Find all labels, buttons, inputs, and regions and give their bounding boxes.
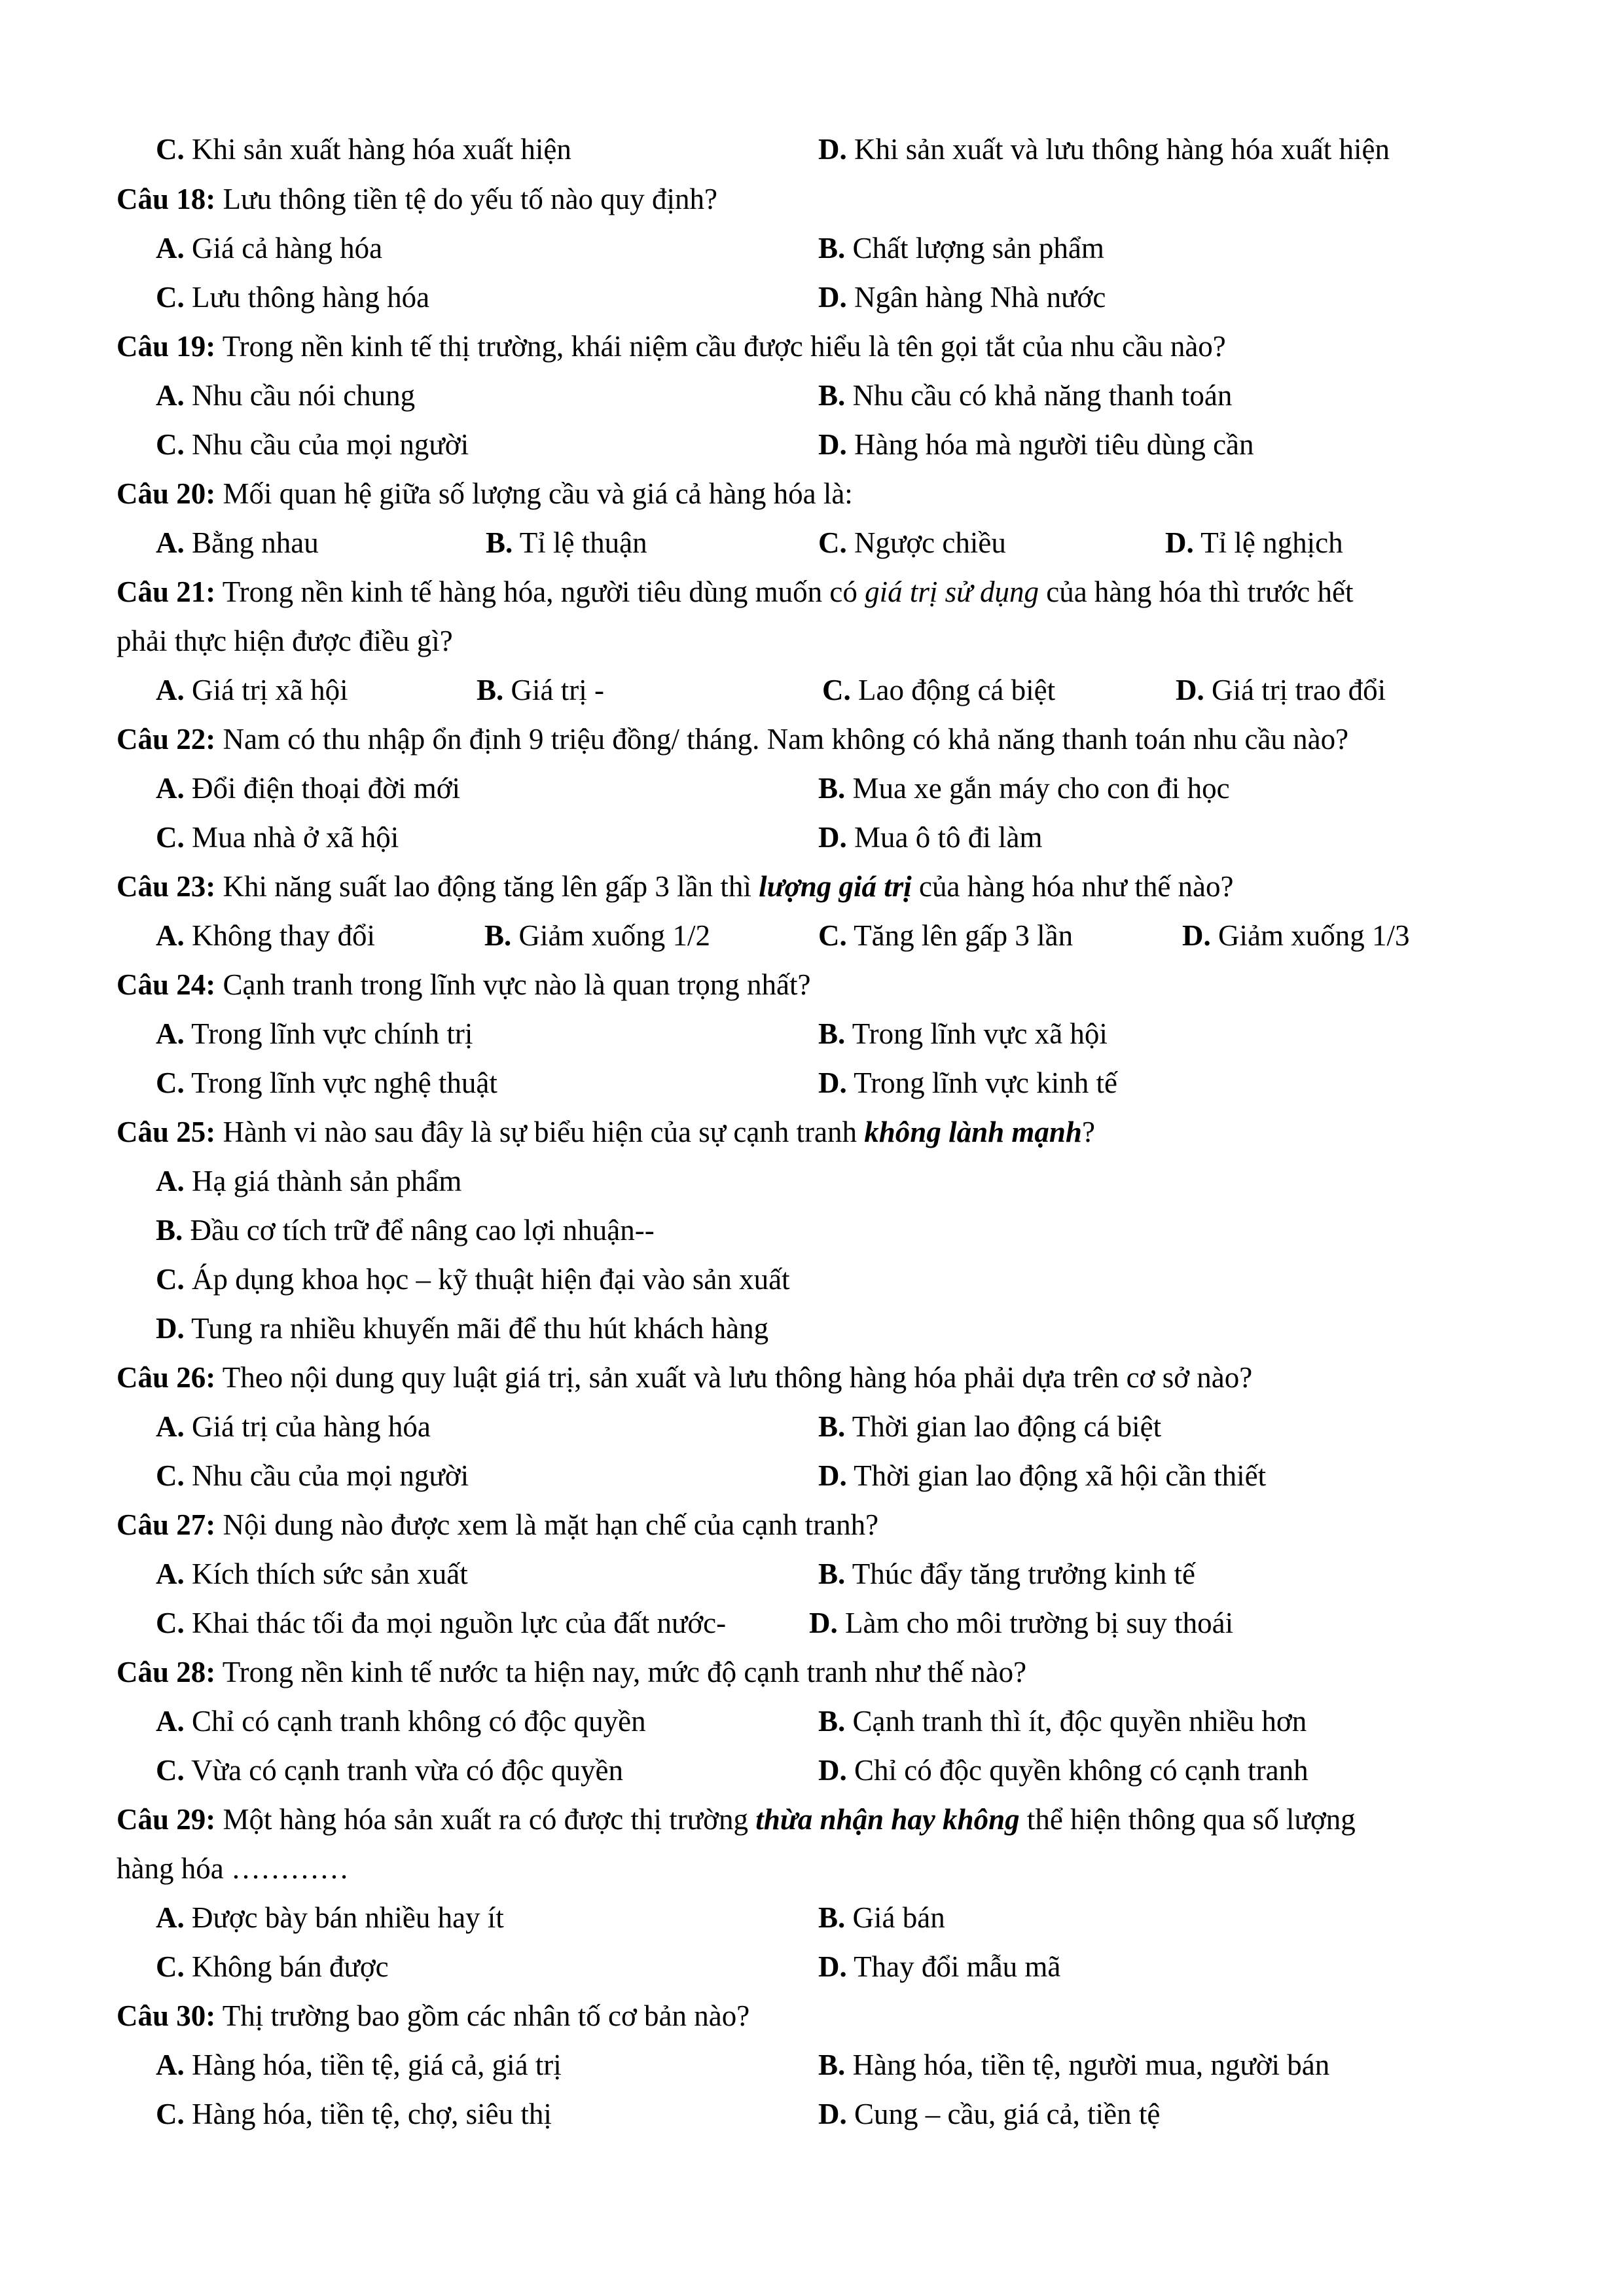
q19-option-a[interactable] <box>156 377 415 414</box>
option-text: Hàng hóa, tiền tệ, chợ, siêu thị <box>184 2098 552 2130</box>
question-text: thể hiện thông qua số lượng <box>1019 1803 1356 1836</box>
option-letter: B. <box>156 1214 183 1247</box>
option-text: Giá trị - <box>503 674 604 706</box>
option-letter: B. <box>477 674 504 706</box>
option-letter: C. <box>156 2098 185 2130</box>
question-21 <box>117 574 1354 610</box>
option-text: Khi sản xuất hàng hóa xuất hiện <box>184 133 571 166</box>
option-letter: B. <box>484 919 512 952</box>
option-letter: A. <box>156 526 185 559</box>
q28-option-d[interactable] <box>818 1752 1308 1789</box>
question-text: của hàng hóa thì trước hết <box>1038 575 1354 608</box>
question-30 <box>117 1997 749 2034</box>
option-letter: D. <box>1165 526 1194 559</box>
option-letter: A. <box>156 1165 185 1197</box>
option-letter: B. <box>818 1410 846 1443</box>
option-letter: A. <box>156 1558 185 1590</box>
q25-option-d[interactable] <box>156 1310 768 1347</box>
question-emphasis: lượng giá trị <box>759 870 912 903</box>
q30-option-b[interactable] <box>818 2047 1329 2083</box>
q25-option-a[interactable] <box>156 1163 461 1199</box>
question-number: Câu 27: <box>117 1508 216 1541</box>
question-number: Câu 20: <box>117 477 216 510</box>
q26-option-c[interactable] <box>156 1457 469 1494</box>
q28-option-c[interactable] <box>156 1752 623 1789</box>
option-text: Được bày bán nhiều hay ít <box>184 1901 504 1934</box>
q28-option-a[interactable] <box>156 1703 646 1740</box>
option-text: Khai thác tối đa mọi nguồn lực của đất nước- <box>184 1607 727 1639</box>
option-letter: D. <box>818 2098 847 2130</box>
q28-option-b[interactable] <box>818 1703 1307 1740</box>
option-text: Trong lĩnh vực kinh tế <box>846 1066 1117 1099</box>
option-text: Mua xe gắn máy cho con đi học <box>845 772 1230 805</box>
question-26 <box>117 1359 1252 1396</box>
q25-option-b[interactable] <box>156 1212 655 1248</box>
option-letter: C. <box>818 526 847 559</box>
option-letter: C. <box>156 1263 185 1296</box>
option-text: Nhu cầu có khả năng thanh toán <box>845 379 1233 412</box>
question-text: Cạnh tranh trong lĩnh vực nào là quan trọng nhất? <box>215 968 811 1001</box>
question-text: hàng hóa ………… <box>117 1852 349 1885</box>
option-letter: C. <box>156 1066 185 1099</box>
option-text: Tỉ lệ thuận <box>513 526 647 559</box>
question-text: Một hàng hóa sản xuất ra có được thị trường <box>215 1803 756 1836</box>
question-text: Nội dung nào được xem là mặt hạn chế của cạnh tranh? <box>215 1508 879 1541</box>
q22-option-c[interactable] <box>156 819 399 856</box>
option-text: Tỉ lệ nghịch <box>1193 526 1343 559</box>
q18-option-c[interactable] <box>156 279 429 316</box>
option-letter: D. <box>818 1950 847 1983</box>
option-letter: A. <box>156 2049 185 2081</box>
option-text: Mua ô tô đi làm <box>846 821 1043 854</box>
option-letter: C. <box>156 1459 185 1492</box>
option-letter: D. <box>1176 674 1204 706</box>
question-text: Lưu thông tiền tệ do yếu tố nào quy định? <box>215 183 718 215</box>
q29-option-b[interactable] <box>818 1899 945 1936</box>
option-letter: A. <box>156 1901 185 1934</box>
q20-option-a[interactable] <box>156 524 319 561</box>
q21-option-d[interactable] <box>1176 672 1386 708</box>
option-text: Chỉ có độc quyền không có cạnh tranh <box>846 1754 1308 1787</box>
q29-option-c[interactable] <box>156 1948 389 1985</box>
q26-option-b[interactable] <box>818 1408 1161 1445</box>
q20-option-c[interactable] <box>818 524 1006 561</box>
option-text: Thúc đẩy tăng trưởng kinh tế <box>845 1558 1196 1590</box>
q24-option-c[interactable] <box>156 1065 497 1101</box>
option-text: Nhu cầu nói chung <box>184 379 416 412</box>
question-27 <box>117 1506 878 1543</box>
q18-option-d[interactable] <box>818 279 1106 316</box>
option-letter: D. <box>809 1607 838 1639</box>
option-text: Thay đổi mẫu mã <box>846 1950 1061 1983</box>
option-letter: B. <box>818 1705 846 1738</box>
q19-option-c[interactable] <box>156 426 469 463</box>
option-letter: D. <box>1182 919 1211 952</box>
option-text: Giá trị trao đổi <box>1204 674 1386 706</box>
question-text: phải thực hiện được điều gì? <box>117 625 453 657</box>
q21-option-a[interactable] <box>156 672 348 708</box>
question-18 <box>117 181 717 217</box>
q27-option-a[interactable] <box>156 1556 468 1592</box>
option-text: Lưu thông hàng hóa <box>184 281 430 314</box>
option-letter: A. <box>156 674 185 706</box>
option-letter: C. <box>822 674 851 706</box>
option-letter: C. <box>156 133 185 166</box>
option-text: Trong lĩnh vực chính trị <box>184 1017 473 1050</box>
option-text: Đầu cơ tích trữ để nâng cao lợi nhuận-- <box>183 1214 655 1247</box>
q30-option-d[interactable] <box>818 2096 1160 2132</box>
question-19 <box>117 328 1226 365</box>
q26-option-d[interactable] <box>818 1457 1266 1494</box>
option-letter: D. <box>818 821 847 854</box>
question-text: Hành vi nào sau đây là sự biểu hiện của sự cạnh tranh <box>215 1116 865 1148</box>
q25-option-c[interactable] <box>156 1261 790 1298</box>
option-letter: C. <box>156 1950 185 1983</box>
option-text: Hàng hóa, tiền tệ, giá cả, giá trị <box>184 2049 562 2081</box>
q24-option-a[interactable] <box>156 1015 473 1052</box>
question-text: Trong nền kinh tế nước ta hiện nay, mức độ cạnh tranh như thế nào? <box>215 1656 1027 1688</box>
option-text: Tăng lên gấp 3 lần <box>846 919 1074 952</box>
question-text: Nam có thu nhập ổn định 9 triệu đồng/ tháng. Nam không có khả năng thanh toán nhu cầu nào? <box>215 723 1349 756</box>
option-letter: C. <box>156 1607 185 1639</box>
option-letter: A. <box>156 1410 185 1443</box>
q18-option-a[interactable] <box>156 230 382 266</box>
q26-option-a[interactable] <box>156 1408 431 1445</box>
option-letter: D. <box>156 1312 185 1345</box>
option-text: Hàng hóa mà người tiêu dùng cần <box>846 428 1254 461</box>
q23-option-b[interactable] <box>484 917 710 954</box>
option-letter: A. <box>156 1017 185 1050</box>
question-number: Câu 19: <box>117 330 216 363</box>
option-letter: A. <box>156 379 185 412</box>
question-number: Câu 28: <box>117 1656 216 1688</box>
question-text: Trong nền kinh tế thị trường, khái niệm cầu được hiểu là tên gọi tắt của nhu cầu nào? <box>215 330 1226 363</box>
question-22 <box>117 721 1348 757</box>
q27-option-b[interactable] <box>818 1556 1195 1592</box>
option-letter: D. <box>818 133 847 166</box>
option-text: Bằng nhau <box>184 526 319 559</box>
option-text: Ngược chiều <box>846 526 1006 559</box>
q18-option-b[interactable] <box>818 230 1104 266</box>
option-text: Mua nhà ở xã hội <box>184 821 399 854</box>
question-28 <box>117 1654 1026 1690</box>
q17-option-c[interactable] <box>156 131 571 168</box>
option-text: Kích thích sức sản xuất <box>184 1558 468 1590</box>
question-number: Câu 26: <box>117 1361 216 1394</box>
q19-option-b[interactable] <box>818 377 1232 414</box>
q29-option-a[interactable] <box>156 1899 504 1936</box>
option-text: Vừa có cạnh tranh vừa có độc quyền <box>184 1754 623 1787</box>
question-text: Khi năng suất lao động tăng lên gấp 3 lần thì <box>215 870 759 903</box>
option-text: Giá trị xã hội <box>184 674 348 706</box>
question-20 <box>117 475 853 512</box>
option-text: Thời gian lao động cá biệt <box>845 1410 1162 1443</box>
option-letter: D. <box>818 281 847 314</box>
option-letter: A. <box>156 919 185 952</box>
q19-option-d[interactable] <box>818 426 1254 463</box>
option-text: Cạnh tranh thì ít, độc quyền nhiều hơn <box>845 1705 1307 1738</box>
option-letter: C. <box>818 919 847 952</box>
option-text: Làm cho môi trường bị suy thoái <box>837 1607 1234 1639</box>
option-letter: B. <box>818 1901 846 1934</box>
q30-option-a[interactable] <box>156 2047 562 2083</box>
option-text: Trong lĩnh vực nghệ thuật <box>184 1066 497 1099</box>
option-letter: A. <box>156 1705 185 1738</box>
question-25 <box>117 1114 1095 1150</box>
option-text: Giá bán <box>845 1901 945 1934</box>
option-text: Thời gian lao động xã hội cần thiết <box>846 1459 1267 1492</box>
q22-option-d[interactable] <box>818 819 1042 856</box>
option-letter: B. <box>818 1558 846 1590</box>
option-text: Ngân hàng Nhà nước <box>846 281 1106 314</box>
option-text: Giá cả hàng hóa <box>184 232 383 264</box>
question-29-cont <box>117 1850 349 1887</box>
option-letter: B. <box>818 1017 846 1050</box>
option-letter: B. <box>486 526 513 559</box>
option-letter: C. <box>156 281 185 314</box>
option-text: Nhu cầu của mọi người <box>184 1459 469 1492</box>
q24-option-b[interactable] <box>818 1015 1108 1052</box>
question-number: Câu 23: <box>117 870 216 903</box>
option-text: Tung ra nhiều khuyến mãi để thu hút khách hàng <box>184 1312 769 1345</box>
option-text: Không bán được <box>184 1950 389 1983</box>
option-letter: D. <box>818 1754 847 1787</box>
question-23 <box>117 868 1234 905</box>
question-number: Câu 22: <box>117 723 216 756</box>
option-text: Nhu cầu của mọi người <box>184 428 469 461</box>
question-text: Theo nội dung quy luật giá trị, sản xuất và lưu thông hàng hóa phải dựa trên cơ sở nào? <box>215 1361 1253 1394</box>
option-letter: B. <box>818 2049 846 2081</box>
option-letter: B. <box>818 379 846 412</box>
option-text: Cung – cầu, giá cả, tiền tệ <box>846 2098 1161 2130</box>
question-24 <box>117 966 810 1003</box>
q23-option-d[interactable] <box>1182 917 1409 954</box>
option-letter: B. <box>818 772 846 805</box>
option-text: Áp dụng khoa học – kỹ thuật hiện đại vào sản xuất <box>184 1263 790 1296</box>
option-text: Chỉ có cạnh tranh không có độc quyền <box>184 1705 646 1738</box>
option-text: Giảm xuống 1/2 <box>511 919 710 952</box>
option-letter: A. <box>156 772 185 805</box>
q27-option-d[interactable] <box>809 1605 1233 1641</box>
question-text: của hàng hóa như thế nào? <box>911 870 1234 903</box>
question-number: Câu 21: <box>117 575 216 608</box>
option-letter: C. <box>156 428 185 461</box>
q27-option-c[interactable] <box>156 1605 726 1641</box>
q21-option-c[interactable] <box>822 672 1055 708</box>
question-text: Thị trường bao gồm các nhân tố cơ bản nào? <box>215 1999 750 2032</box>
option-letter: A. <box>156 232 185 264</box>
option-text: Hàng hóa, tiền tệ, người mua, người bán <box>845 2049 1330 2081</box>
question-number: Câu 18: <box>117 183 216 215</box>
option-letter: B. <box>818 232 846 264</box>
q24-option-d[interactable] <box>818 1065 1117 1101</box>
option-letter: D. <box>818 428 847 461</box>
q30-option-c[interactable] <box>156 2096 552 2132</box>
q22-option-b[interactable] <box>818 770 1230 807</box>
q22-option-a[interactable] <box>156 770 460 807</box>
question-emphasis: thừa nhận hay không <box>755 1803 1020 1836</box>
question-number: Câu 29: <box>117 1803 216 1836</box>
question-emphasis: không lành mạnh <box>864 1116 1082 1148</box>
q23-option-a[interactable] <box>156 917 375 954</box>
option-text: Giá trị của hàng hóa <box>184 1410 431 1443</box>
option-text: Khi sản xuất và lưu thông hàng hóa xuất hiện <box>846 133 1390 166</box>
option-text: Giảm xuống 1/3 <box>1210 919 1410 952</box>
q17-option-d[interactable] <box>818 131 1390 168</box>
option-letter: D. <box>818 1459 847 1492</box>
option-text: Trong lĩnh vực xã hội <box>845 1017 1108 1050</box>
option-letter: C. <box>156 1754 185 1787</box>
option-letter: D. <box>818 1066 847 1099</box>
question-number: Câu 24: <box>117 968 216 1001</box>
question-text: Trong nền kinh tế hàng hóa, người tiêu dùng muốn có <box>215 575 865 608</box>
question-number: Câu 25: <box>117 1116 216 1148</box>
question-number: Câu 30: <box>117 1999 216 2032</box>
option-text: Chất lượng sản phẩm <box>845 232 1104 264</box>
option-text: Lao động cá biệt <box>850 674 1056 706</box>
option-letter: C. <box>156 821 185 854</box>
q20-option-d[interactable] <box>1165 524 1343 561</box>
question-21-cont <box>117 623 453 659</box>
option-text: Không thay đổi <box>184 919 375 952</box>
q23-option-c[interactable] <box>818 917 1073 954</box>
q20-option-b[interactable] <box>486 524 647 561</box>
q29-option-d[interactable] <box>818 1948 1060 1985</box>
question-emphasis: giá trị sử dụng <box>865 575 1039 608</box>
option-text: Đổi điện thoại đời mới <box>184 772 461 805</box>
option-text: Hạ giá thành sản phẩm <box>184 1165 462 1197</box>
q21-option-b[interactable] <box>477 672 604 708</box>
question-29 <box>117 1801 1356 1838</box>
question-text: ? <box>1081 1116 1095 1148</box>
question-text: Mối quan hệ giữa số lượng cầu và giá cả hàng hóa là: <box>215 477 853 510</box>
